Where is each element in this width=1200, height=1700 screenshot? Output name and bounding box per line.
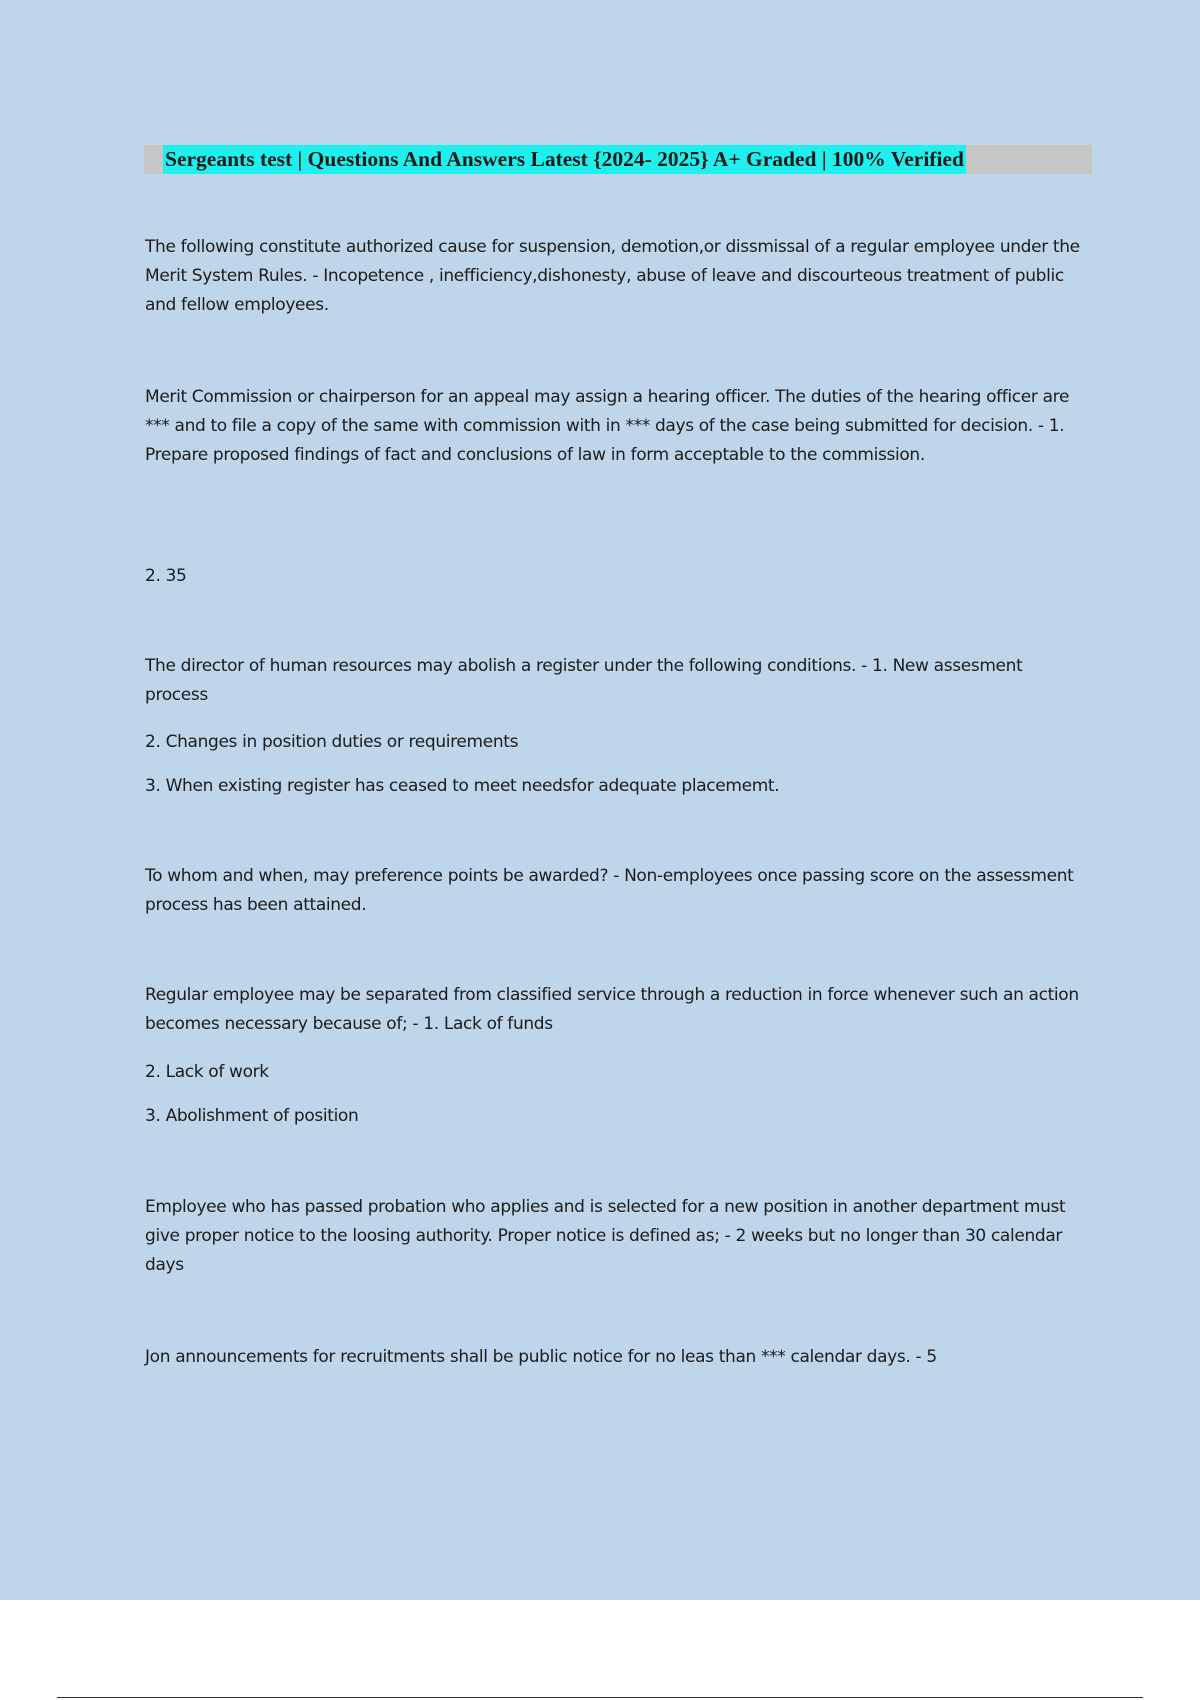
footer-divider [57, 1697, 1143, 1698]
list-item: 3. Abolishment of position [145, 1106, 359, 1126]
paragraph-hearing-days: 2. 35 [145, 566, 187, 586]
paragraph-suspension-causes: The following constitute authorized cause for suspension, demotion,or dissmissal of a regular employee under the Merit System Rules. - Incopetence , inefficiency,dishonesty, abuse of leave and discourteous treatment of public and fellow employees. [145, 237, 1080, 315]
paragraph-hearing-officer: Merit Commission or chairperson for an appeal may assign a hearing officer. The duties of the hearing officer are *** and to file a copy of the same with commission with in *** days of the case being submitted for decision. - 1. Prepare proposed findings of fact and conclusions of law in form acceptable to the commission. [145, 387, 1070, 465]
paragraph-reduction-in-force: Regular employee may be separated from classified service through a reduction in force whenever such an action becomes necessary because of; - 1. Lack of funds [145, 985, 1079, 1034]
paragraph-proper-notice: Employee who has passed probation who applies and is selected for a new position in another department must give proper notice to the loosing authority. Proper notice is defined as; - 2 weeks but no longer than 30 calendar days [145, 1197, 1066, 1275]
document-title: Sergeants test | Questions And Answers Latest {2024- 2025} A+ Graded | 100% Verified [163, 145, 966, 174]
paragraph-job-announcements: Jon announcements for recruitments shall be public notice for no leas than *** calendar days. - 5 [145, 1347, 937, 1367]
list-item: 2. Lack of work [145, 1062, 269, 1082]
paragraph-abolish-register: The director of human resources may abolish a register under the following conditions. - 1. New assesment process [145, 656, 1023, 705]
list-item: 2. Changes in position duties or requirements [145, 732, 519, 752]
list-item: 3. When existing register has ceased to meet needsfor adequate placememt. [145, 776, 780, 796]
paragraph-preference-points: To whom and when, may preference points be awarded? - Non-employees once passing score on the assessment process has been attained. [145, 866, 1074, 915]
